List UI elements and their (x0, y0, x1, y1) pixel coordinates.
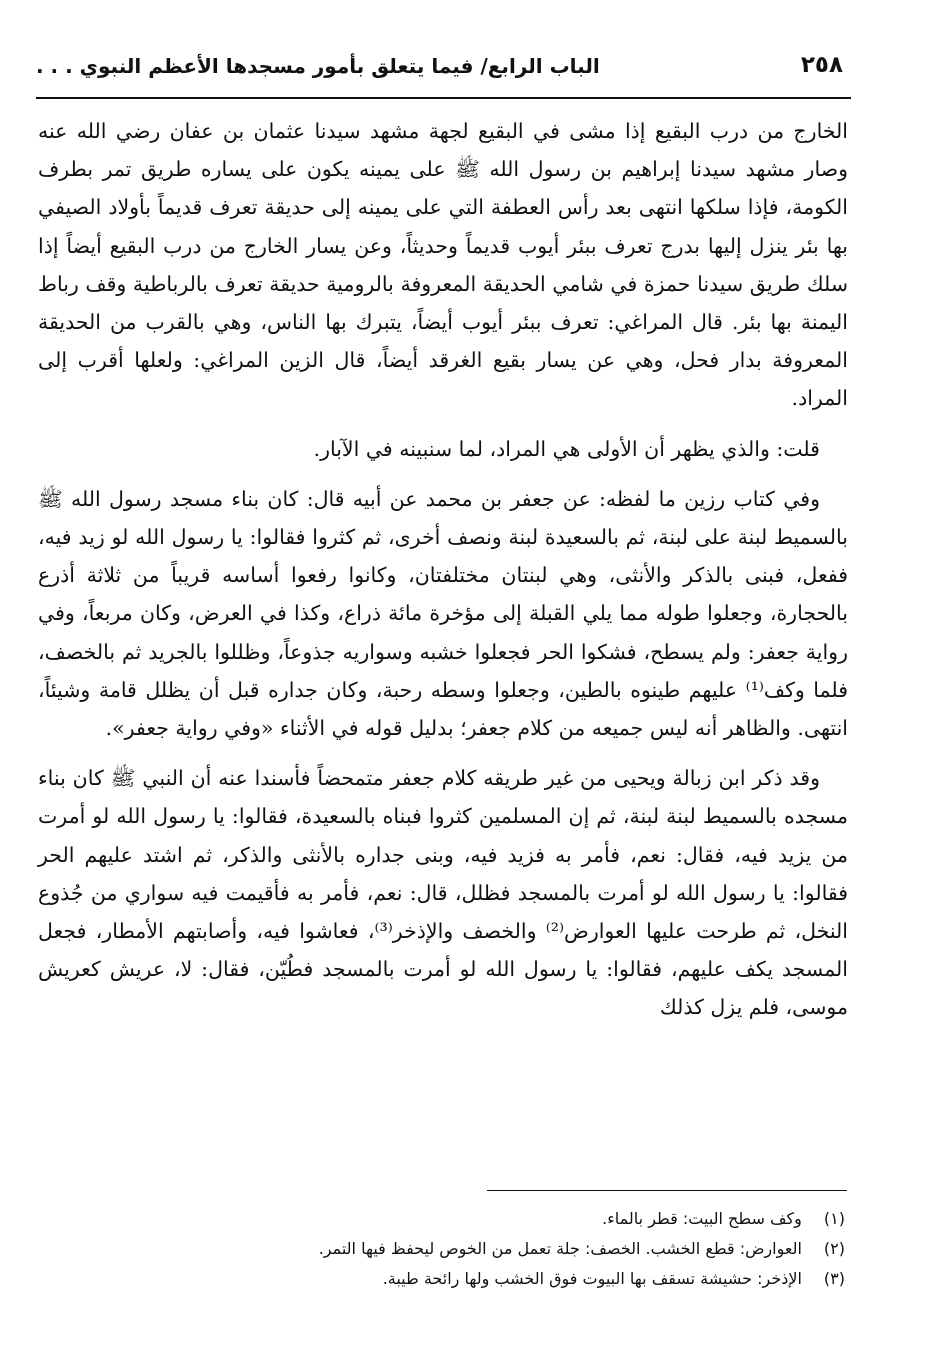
footnote-number: (٢) (823, 1239, 845, 1258)
running-title: الباب الرابع/ فيما يتعلق بأمور مسجدها الأعظم النبوي . . . (36, 54, 600, 78)
paragraph: وقد ذكر ابن زبالة ويحيى من غير طريقه كلام جعفر متمحضاً فأسندا عنه أن النبي ﷺ كان بناء مسجده بالسميط لبنة لبنة، ثم إن المسلمين كثروا فبناه بالسعيدة، فقالوا: يا رسول الله لو أمرت من يزيد فيه، فقال: نعم، فأمر به فزيد فيه، وبنى جداره بالأنثى والذكر، ثم اشتد عليهم الحر فقالوا: يا رسول الله لو أمرت بالمسجد فظلل، قال: نعم، فأمر به فأقيمت فيه سواري من جُذوع النخل، ثم طرحت عليها العوارض⁽²⁾ والخصف والإذخر⁽³⁾، فعاشوا فيه، وأصابتهم الأمطار، فجعل المسجد يكف عليهم، فقالوا: يا رسول الله لو أمرت بالمسجد فطُيّن، فقال: لا، عريش كعريش موسى، فلم يزل كذلك (38, 766, 849, 1020)
footnote-item (200, 1234, 845, 1264)
footnote-item (200, 1204, 845, 1234)
footnote-number: (٣) (823, 1269, 845, 1288)
page-header (36, 52, 851, 96)
page-number: ٢٥٨ (800, 52, 843, 78)
paragraph: وفي كتاب رزين ما لفظه: عن جعفر بن محمد عن أبيه قال: كان بناء مسجد رسول الله ﷺ بالسميط لبنة على لبنة، ثم بالسعيدة لبنة ونصف أخرى، ثم كثروا فقالوا: يا رسول الله لو زيد فيه، ففعل، فبنى بالذكر والأنثى، وهي لبنتان مختلفتان، وكانوا رفعوا أساسه قريباً من ثلاثة أذرع بالحجارة، وجعلوا طوله مما يلي القبلة إلى مؤخرة مائة ذراع، وكذا في العرض، وكان مربعاً، وفي رواية جعفر: ولم يسطح، فشكوا الحر فجعلوا خشبه وسواريه جذوعاً، وظللوا بالجريد ثم بالخصف، فلما وكف⁽¹⁾ عليهم طينوه بالطين، وجعلوا وسطه رحبة، وكان جداره قبل أن يظلل قامة وشيئاً، انتهى. والظاهر أنه ليس جميعه من كلام جعفر؛ بدليل قوله في الأثناء «وفي رواية جعفر». (38, 486, 848, 741)
footnotes (200, 1204, 845, 1294)
footnote-text: وكف سطح البيت: قطر بالماء. (602, 1209, 802, 1228)
footnote-text: العوارض: قطع الخشب. الخصف: جلة تعمل من الخوص ليحفظ فيها التمر. (318, 1239, 802, 1258)
footnote-text: الإذخر: حشيشة تسقف بها البيوت فوق الخشب ولها رائحة طيبة. (382, 1269, 802, 1288)
footnote-divider (487, 1190, 847, 1191)
footnote-item (200, 1264, 845, 1294)
main-text (38, 112, 848, 1039)
header-divider (36, 97, 851, 99)
paragraph: قلت: والذي يظهر أن الأولى هي المراد، لما سنبينه في الآبار. (313, 436, 820, 461)
footnote-number: (١) (823, 1209, 845, 1228)
paragraph: الخارج من درب البقيع إذا مشى في البقيع لجهة مشهد سيدنا عثمان بن عفان رضي الله عنه وصار مشهد سيدنا إبراهيم بن رسول الله ﷺ على يمينه يكون على يساره طريق تمر بطرف الكومة، فإذا سلكها انتهى بعد رأس العطفة التي على يمينه إلى حديقة تعرف قديماً بأولاد الصيفي بها بئر ينزل إليها بدرج تعرف ببئر أيوب قديماً وحديثاً، وعن يسار الخارج من درب البقيع أيضاً إذا سلك طريق سيدنا حمزة في شامي الحديقة المعروفة بالرومية حديقة تعرف بالرباطية وقف رباط اليمنة بها بئر. قال المراغي: تعرف ببئر أيوب أيضاً، يتبرك بها الناس، وهي بالقرب من الحديقة المعروفة بدار فحل، وهي عن يسار بقيع الغرقد أيضاً، قال الزين المراغي: ولعلها أقرب إلى المراد. (38, 119, 848, 411)
